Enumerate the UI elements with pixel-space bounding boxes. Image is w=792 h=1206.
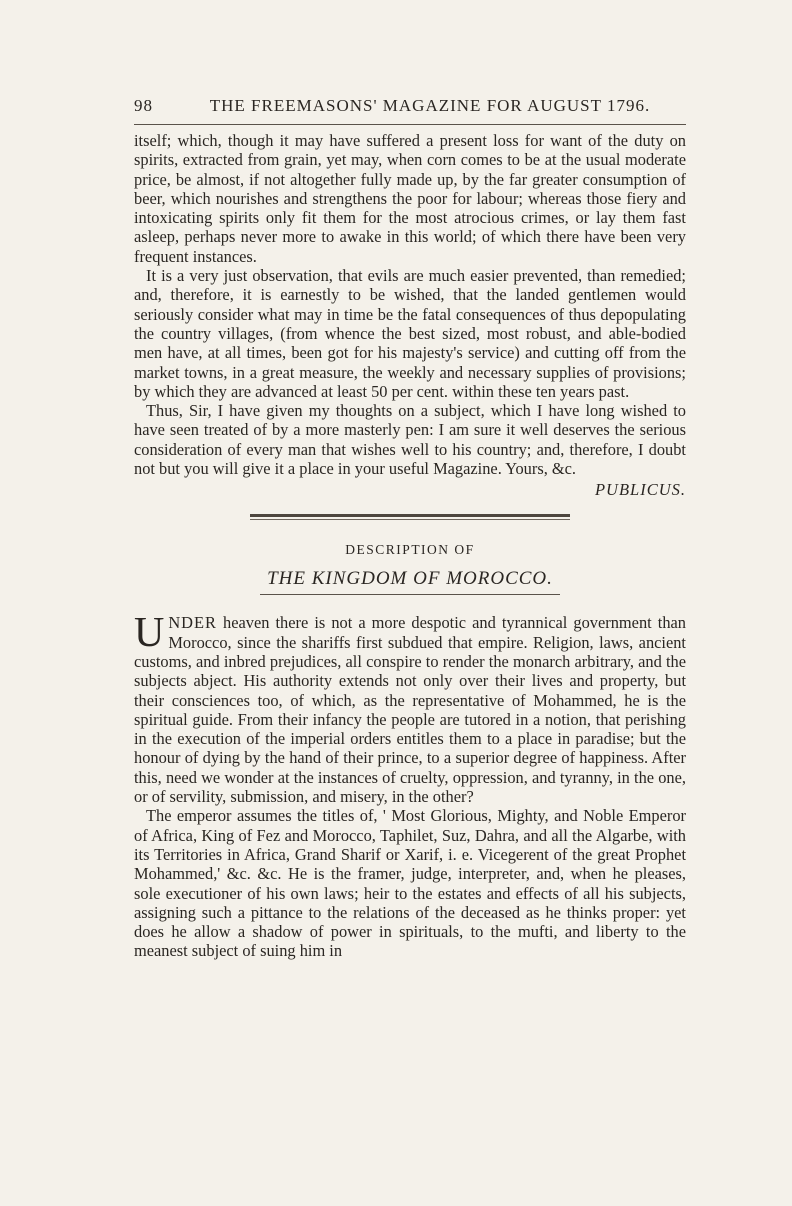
section-divider-thin: [250, 519, 570, 520]
article-paragraph-2: The emperor assumes the titles of, ' Most Glorious, Mighty, and Noble Emperor of Africa, King of Fez and Morocco, Taphilet, Suz, Dahra, and all the Algarbe, with its Territories in Africa, Grand Sharif or Xarif, i. e. Vicegerent of the great Prophet Mohammed,' &c. &c. He is the framer, judge, interpreter, and, when he pleases, sole executioner of his own laws; heir to the estates and effects of all his subjects, assigning such a pittance to the relations of the deceased as he thinks proper: yet does he allow a shadow of power in spirituals, to the mufti, and liberty to the meanest subject of suing him in: [134, 806, 686, 961]
letter-paragraph-3: Thus, Sir, I have given my thoughts on a subject, which I have long wished to have seen treated of by a more masterly pen: I am sure it well deserves the serious consideration of every man that wishes well to his country; and, therefore, I doubt not but you will give it a place in your useful Magazine. Yours, &c.: [134, 401, 686, 479]
subheading-underline: [260, 594, 560, 595]
running-title: THE FREEMASONS' MAGAZINE FOR AUGUST 1796.: [209, 96, 651, 115]
article-heading: DESCRIPTION OF: [345, 542, 475, 558]
letter-body: [134, 131, 686, 478]
page-number: 98: [134, 96, 153, 115]
magazine-page: [134, 96, 686, 961]
article-paragraph-1: [134, 610, 686, 807]
first-word-rest: NDER: [168, 613, 217, 633]
article-paragraph-1-text: heaven there is not a more despotic and tyrannical government than Morocco, since the shariffs first subdued that empire. Religion, laws, ancient customs, and inbred prejudices, all conspire to render the monarch arbitrary, and the subjects abject. His authority extends not only over their lives and property, but their consciences too, of which, as the representative of Mohammed, he is the spiritual guide. From their infancy the people are tutored in a notion, that perishing in the execution of the imperial orders entitles them to a place in paradise; but the honour of dying by the hand of their prince, to a superior degree of happiness. After this, need we wonder at the instances of cruelty, oppression, and tyranny, in the one, or of servility, submission, and misery, in the other?: [134, 613, 686, 807]
drop-cap: U: [134, 610, 165, 657]
running-head: [134, 96, 686, 125]
letter-paragraph-2: It is a very just observation, that evils are much easier prevented, than remedied; and, therefore, it is earnestly to be wished, that the landed gentlemen would seriously consider what may in time be the fatal consequences of thus depopulating the country villages, (from whence the best sized, most robust, and able-bodied men have, at all times, been got for his majesty's service) and cutting off from the market towns, in a great measure, the weekly and necessary supplies of provisions; by which they are advanced at least 50 per cent. within these ten years past.: [134, 266, 686, 401]
letter-paragraph-1: itself; which, though it may have suffered a present loss for want of the duty on spirits, extracted from grain, yet may, when corn comes to be at the usual moderate price, be almost, if not altogether fully made up, by the far greater consumption of beer, which nourishes and strengthens the poor for labour; whereas those fiery and intoxicating spirits only fit them for the most atrocious crimes, or lay them fast asleep, perhaps never more to awake in this world; of which there have been very frequent instances.: [134, 131, 686, 266]
letter-signature: PUBLICUS.: [594, 480, 686, 500]
section-divider-thick: [250, 514, 570, 517]
article-subheading: THE KINGDOM OF MOROCCO.: [267, 568, 553, 590]
article-body: [134, 610, 686, 961]
